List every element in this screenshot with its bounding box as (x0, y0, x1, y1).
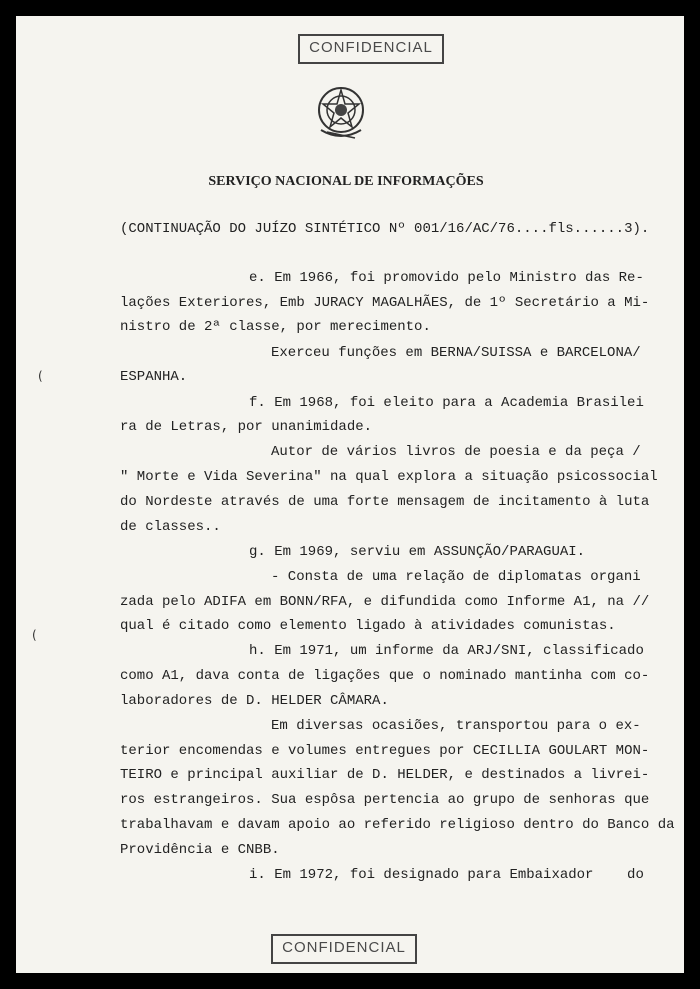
text-line: do Nordeste através de uma forte mensagem de incitamento à luta (120, 494, 650, 510)
text-line: ESPANHA. (120, 369, 188, 385)
text-line: Em diversas ocasiões, transportou para o ex- (271, 718, 641, 734)
text-line: " Morte e Vida Severina" na qual explora a situação psicossocial (120, 469, 658, 485)
margin-mark: ( (32, 628, 37, 642)
text-line: lações Exteriores, Emb JURACY MAGALHÃES, de 1º Secretário a Mi- (120, 295, 650, 311)
text-line: Autor de vários livros de poesia e da peça / (271, 444, 641, 460)
agency-title: SERVIÇO NACIONAL DE INFORMAÇÕES (208, 174, 484, 189)
text-line: trabalhavam e davam apoio ao referido religioso dentro do Banco da (120, 817, 675, 833)
text-line: laboradores de D. HELDER CÂMARA. (120, 693, 389, 709)
confidential-stamp-bottom: CONFIDENCIAL (271, 934, 417, 964)
text-line: - Consta de uma relação de diplomatas organi (271, 569, 641, 585)
text-line: g. Em 1969, serviu em ASSUNÇÃO/PARAGUAI. (249, 544, 586, 560)
text-line: ra de Letras, por unanimidade. (120, 419, 373, 435)
text-line: h. Em 1971, um informe da ARJ/SNI, classificado (249, 643, 644, 659)
coat-of-arms-emblem-icon (313, 82, 369, 142)
text-line: e. Em 1966, foi promovido pelo Ministro das Re- (249, 270, 644, 286)
text-line: Exerceu funções em BERNA/SUISSA e BARCELONA/ (271, 345, 641, 361)
margin-mark: ( (38, 369, 43, 383)
text-line: como A1, dava conta de ligações que o nominado mantinha com co- (120, 668, 650, 684)
text-line: nistro de 2ª classe, por merecimento. (120, 319, 431, 335)
text-line: qual é citado como elemento ligado à atividades comunistas. (120, 618, 616, 634)
text-line: terior encomendas e volumes entregues por CECILLIA GOULART MON- (120, 743, 650, 759)
text-line: f. Em 1968, foi eleito para a Academia Brasilei (249, 395, 644, 411)
text-line: ros estrangeiros. Sua espôsa pertencia ao grupo de senhoras que (120, 792, 650, 808)
text-line: de classes.. (120, 519, 221, 535)
document-page (16, 16, 684, 973)
text-line: TEIRO e principal auxiliar de D. HELDER, e destinados a livrei- (120, 767, 650, 783)
text-line: i. Em 1972, foi designado para Embaixador do (249, 867, 644, 883)
confidential-stamp-top: CONFIDENCIAL (298, 34, 444, 64)
text-line: zada pelo ADIFA em BONN/RFA, e difundida como Informe A1, na // (120, 594, 650, 610)
document-heading: (CONTINUAÇÃO DO JUÍZO SINTÉTICO Nº 001/16/AC/76....fls......3). (120, 221, 650, 237)
text-line: Providência e CNBB. (120, 842, 280, 858)
